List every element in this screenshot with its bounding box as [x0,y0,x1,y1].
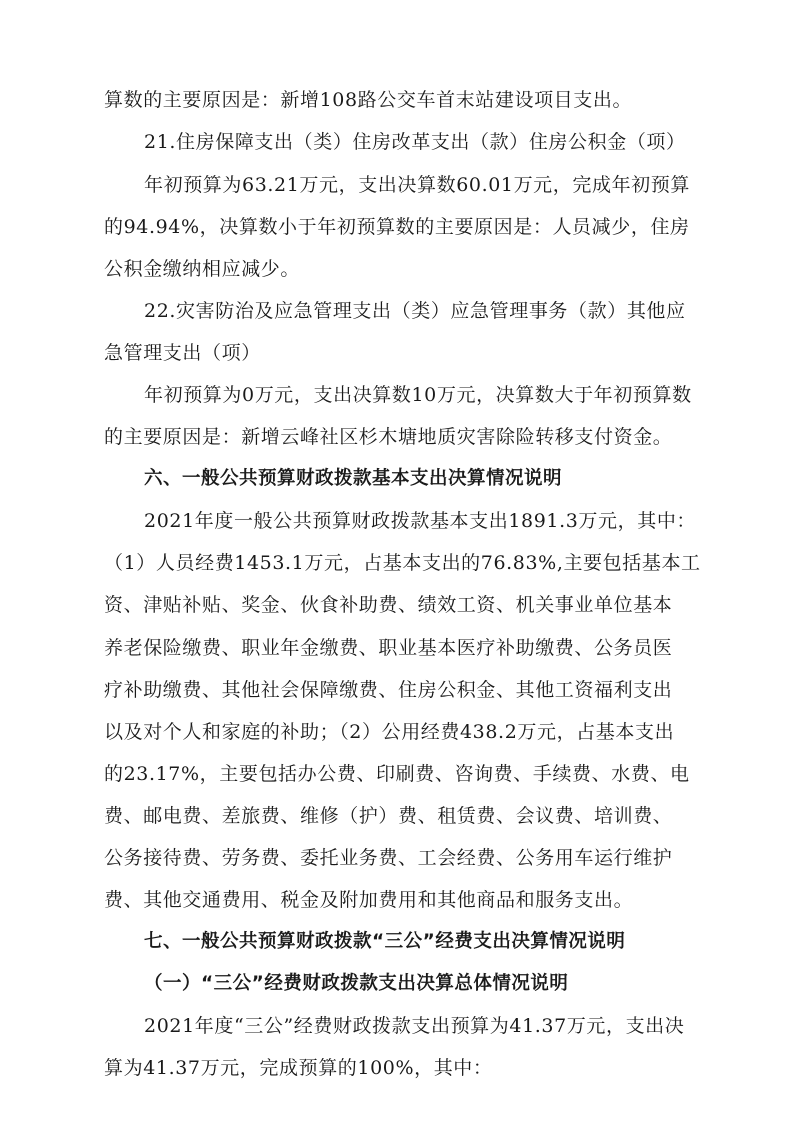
paragraph-line: 公务接待费、劳务费、委托业务费、工会经费、公务用车运行维护 [104,847,673,869]
paragraph-line: 的23.17%，主要包括办公费、印刷费、咨询费、手续费、水费、电 [104,763,690,785]
paragraph-line: 疗补助缴费、其他社会保障缴费、住房公积金、其他工资福利支出 [104,679,673,701]
paragraph-line: 以及对个人和家庭的补助；（2）公用经费438.2万元，占基本支出 [104,721,675,743]
paragraph-line: 费、其他交通费用、税金及附加费用和其他商品和服务支出。 [104,889,634,911]
paragraph-line: 算数的主要原因是：新增108路公交车首末站建设项目支出。 [104,89,633,111]
paragraph-line: 费、邮电费、差旅费、维修（护）费、租赁费、会议费、培训费、 [104,805,673,827]
paragraph-line: 年初预算为0万元，支出决算数10万元，决算数大于年初预算数 [144,384,692,406]
paragraph-line: （1）人员经费1453.1万元，占基本支出的76.83%,主要包括基本工 [104,552,701,574]
paragraph-line: 2021年度“三公”经费财政拨款支出预算为41.37万元，支出决 [144,1015,685,1037]
subsection-heading-1: （一）“三公”经费财政拨款支出决算总体情况说明 [144,973,569,994]
paragraph-line: 2021年度一般公共预算财政拨款基本支出1891.3万元，其中： [144,510,697,532]
item-heading-22: 22.灾害防治及应急管理支出（类）应急管理事务（款）其他应 [144,300,686,322]
paragraph-line: 资、津贴补贴、奖金、伙食补助费、绩效工资、机关事业单位基本 [104,594,673,616]
paragraph-line: 算为41.37万元，完成预算的100%，其中： [104,1057,493,1079]
paragraph-line: 公积金缴纳相应减少。 [104,258,301,280]
section-heading-7: 七、一般公共预算财政拨款“三公”经费支出决算情况说明 [144,931,626,952]
paragraph-line: 养老保险缴费、职业年金缴费、职业基本医疗补助缴费、公务员医 [104,637,673,659]
paragraph-line: 的主要原因是：新增云峰社区杉木塘地质灾害除险转移支付资金。 [104,426,673,448]
section-heading-6: 六、一般公共预算财政拨款基本支出决算情况说明 [144,468,563,489]
paragraph-line: 急管理支出（项） [104,342,261,364]
paragraph-line: 的94.94%，决算数小于年初预算数的主要原因是：人员减少，住房 [104,216,690,238]
item-heading-21: 21.住房保障支出（类）住房改革支出（款）住房公积金（项） [144,131,686,153]
paragraph-line: 年初预算为63.21万元，支出决算数60.01万元，完成年初预算 [144,174,690,196]
